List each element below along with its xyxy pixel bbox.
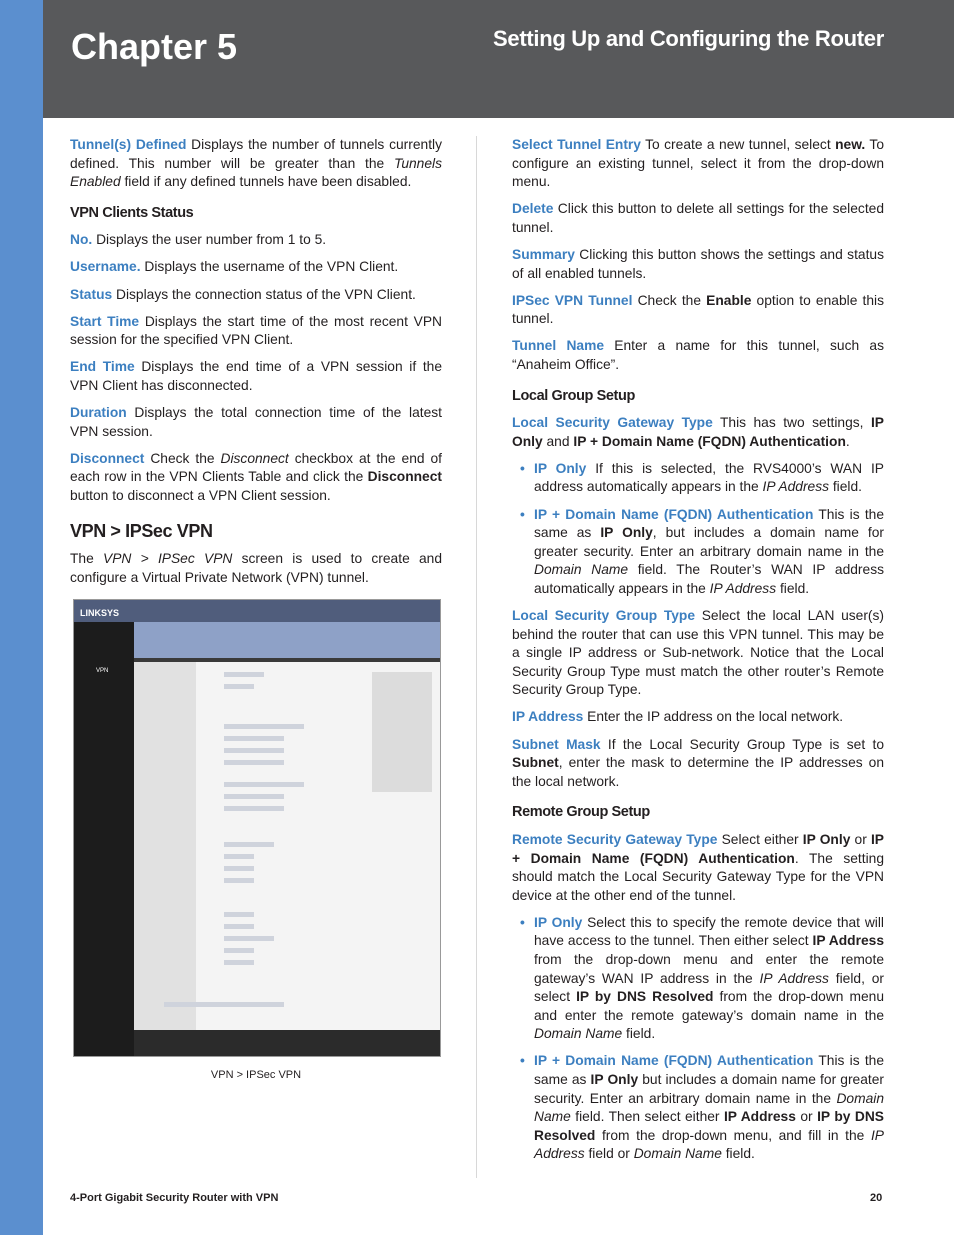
paragraph-no: No. Displays the user number from 1 to 5. bbox=[70, 232, 327, 248]
left-column bbox=[70, 136, 442, 1085]
bullet-local-fqdn: • IP + Domain Name (FQDN) Authentication This is the same as IP Only, but includes a domain name for greater security. Enter an arbitrary domain name in the Domain Name field. The Router’s WAN IP address automatically appears in the IP Address field. bbox=[520, 506, 884, 596]
figure-ipsec-screenshot bbox=[70, 599, 442, 1085]
screenshot-image: LINKSYS VPN bbox=[73, 599, 441, 1057]
paragraph-tunnel-name: Tunnel Name Enter a name for this tunnel, such as “Anaheim Office”. bbox=[512, 338, 884, 372]
bullet-remote-fqdn: • IP + Domain Name (FQDN) Authentication This is the same as IP Only but includes a domain name for greater security. Enter an arbitrary domain name in the Domain Name field. Then select either IP Address or IP by DNS Resolved from the drop-down menu, and fill in the IP Address field or Domain Name field. bbox=[520, 1053, 884, 1162]
chapter-title: Chapter 5 bbox=[71, 26, 238, 67]
paragraph-ipsec-intro: The VPN > IPSec VPN screen is used to create and configure a Virtual Private Network (VPN) tunnel. bbox=[70, 551, 443, 585]
paragraph-local-group-type: Local Security Group Type Select the local LAN user(s) behind the router that can use this VPN tunnel. This may be a single IP address or Sub-network. Notice that the Local Security Group Type must match the other router’s Remote Security Group Type. bbox=[512, 607, 884, 698]
paragraph-ip-address: IP Address Enter the IP address on the local network. bbox=[512, 709, 844, 725]
heading-local-group-setup: Local Group Setup bbox=[512, 387, 635, 404]
bullet-local-ip-only: • IP Only If this is selected, the RVS4000’s WAN IP address automatically appears in the IP Address field. bbox=[520, 460, 884, 495]
right-column bbox=[512, 136, 884, 1173]
linksys-logo: LINKSYS bbox=[80, 608, 120, 619]
heading-vpn-ipsec: VPN > IPSec VPN bbox=[70, 520, 213, 541]
paragraph-summary: Summary Clicking this button shows the settings and status of all enabled tunnels. bbox=[512, 246, 884, 281]
heading-remote-group-setup: Remote Group Setup bbox=[512, 804, 650, 821]
section-title: Setting Up and Configuring the Router bbox=[493, 26, 884, 51]
heading-vpn-clients-status: VPN Clients Status bbox=[70, 204, 194, 221]
paragraph-tunnels-defined: Tunnel(s) Defined Displays the number of tunnels currently defined. This number will be greater than the Tunnels Enabled field if any defined tunnels have been disabled. bbox=[70, 137, 443, 190]
page-header bbox=[43, 0, 954, 118]
paragraph-duration: Duration Displays the total connection time of the latest VPN session. bbox=[70, 405, 442, 439]
bullet-remote-ip-only: • IP Only Select this to specify the remote device that will have access to the tunnel. Then either select IP Address from the drop-down menu and enter the remote gateway’s WAN IP address in the IP Address field, or select IP by DNS Resolved from the drop-down menu and enter the remote gateway’s domain name in the Domain Name field. bbox=[520, 914, 884, 1042]
paragraph-disconnect: Disconnect Check the Disconnect checkbox at the end of each row in the VPN Clients Table and click the Disconnect button to disconnect a VPN Client session. bbox=[70, 450, 442, 503]
left-accent-bar bbox=[0, 0, 43, 1235]
paragraph-delete: Delete Click this button to delete all settings for the selected tunnel. bbox=[512, 201, 884, 235]
paragraph-username: Username. Displays the username of the VPN Client. bbox=[70, 259, 399, 275]
footer-page-number: 20 bbox=[870, 1192, 883, 1204]
column-divider bbox=[476, 136, 477, 1178]
paragraph-status: Status Displays the connection status of the VPN Client. bbox=[70, 286, 416, 302]
paragraph-ipsec-vpn-tunnel: IPSec VPN Tunnel Check the Enable option to enable this tunnel. bbox=[512, 292, 884, 327]
paragraph-remote-gateway-type: Remote Security Gateway Type Select either IP Only or IP + Domain Name (FQDN) Authentication. The setting should match the Local Security Gateway Type for the VPN device at the other end of the tunnel. bbox=[512, 831, 884, 903]
paragraph-local-gateway-type: Local Security Gateway Type This has two settings, IP Only and IP + Domain Name (FQDN) Authentication. bbox=[512, 415, 885, 449]
paragraph-start-time: Start Time Displays the start time of the most recent VPN session for the specified VPN Client. bbox=[70, 313, 442, 348]
paragraph-subnet-mask: Subnet Mask If the Local Security Group Type is set to Subnet, enter the mask to determine the IP addresses on the local network. bbox=[512, 736, 884, 789]
paragraph-end-time: End Time Displays the end time of a VPN session if the VPN Client has disconnected. bbox=[70, 359, 443, 393]
figure-caption: VPN > IPSec VPN bbox=[210, 1069, 302, 1082]
footer-product-name: 4-Port Gigabit Security Router with VPN bbox=[70, 1192, 279, 1204]
paragraph-select-tunnel-entry: Select Tunnel Entry To create a new tunnel, select new. To configure an existing tunnel, select it from the drop-down menu. bbox=[512, 137, 885, 190]
